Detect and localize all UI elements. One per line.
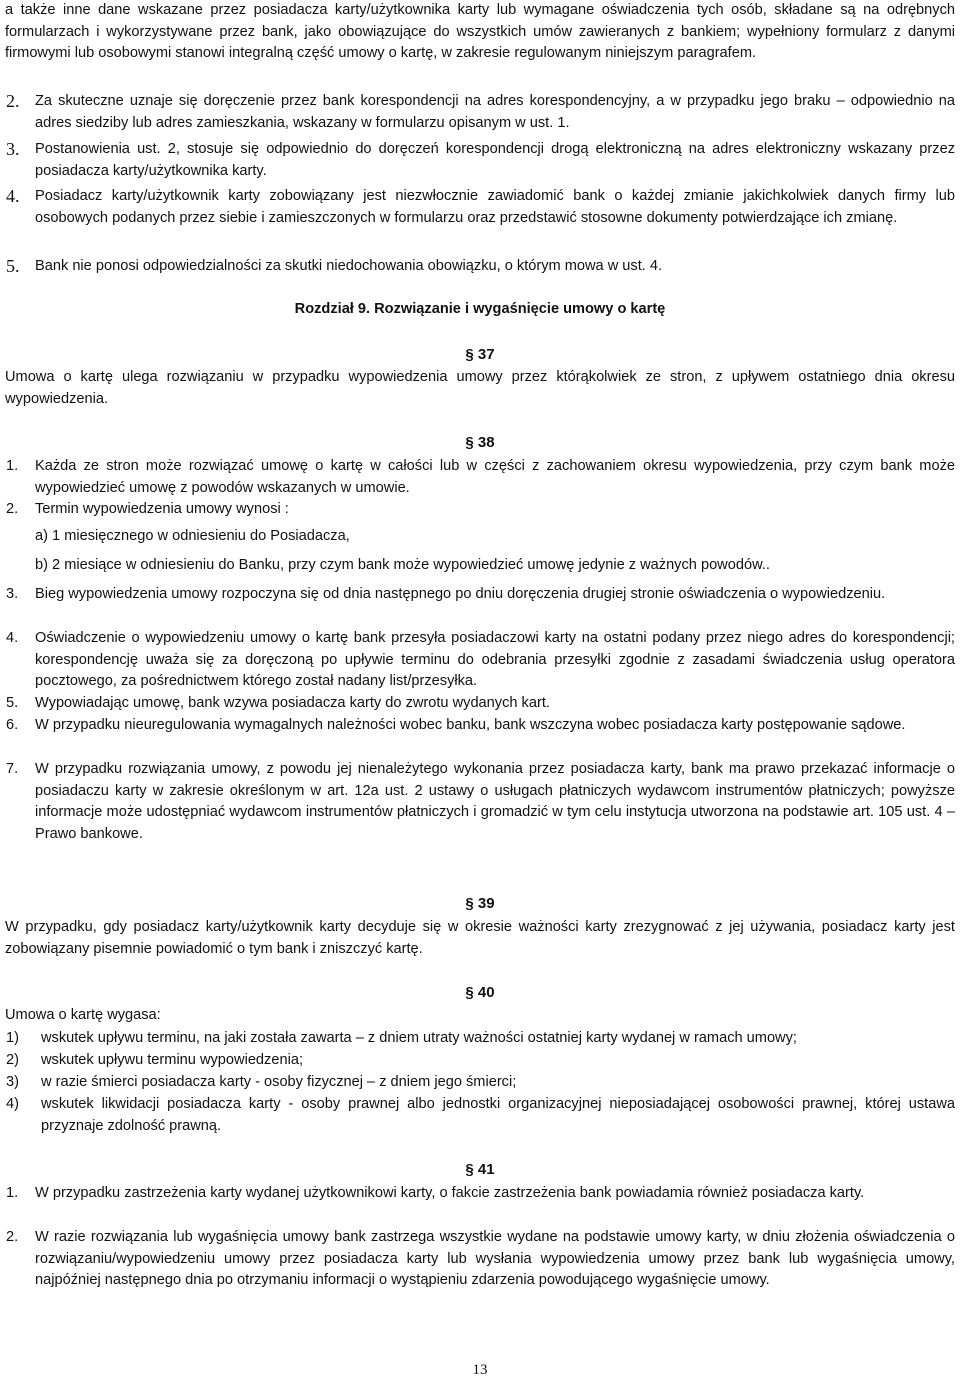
intro-paragraph: a także inne dane wskazane przez posiadacza karty/użytkownika karty lub wymagane oświadczenia tych osób, składane są na odrębnych formularzach i wykorzystywane przez bank, jako obowiązujące do wszystkich umów zawieranych z bankiem; wypełniony formularz z danymi firmowymi lub osobowymi stanowi integralną część umowy o kartę, w zakresie regulowanym niniejszym paragrafem. xyxy=(5,2,955,61)
item-text: W przypadku zastrzeżenia karty wydanej użytkownikowi karty, o fakcie zastrzeżenia bank powiadamia również posiadacza karty. xyxy=(35,1185,865,1201)
item-number: 1) xyxy=(6,1030,19,1046)
item-number: 4) xyxy=(6,1096,19,1112)
section-label: § 37 xyxy=(465,346,495,363)
section-paragraph: Umowa o kartę ulega rozwiązaniu w przypadku wypowiedzenia umowy przez którąkolwiek ze stron, z upływem ostatniego dnia okresu wypowiedzenia. xyxy=(5,369,955,407)
item-text: Każda ze stron może rozwiązać umowę o kartę w całości lub w części z zachowaniem okresu wypowiedzenia, przy czym bank może wypowiedzieć umowę z powodów wskazanych w umowie. xyxy=(35,458,955,496)
sub-item-b: b) 2 miesiące w odniesieniu do Banku, przy czym bank może wypowiedzieć umowę jedynie z ważnych powodów.. xyxy=(35,557,770,573)
item-text: wskutek upływu terminu, na jaki została zawarta – z dniem utraty ważności ostatniej karty wydanej w ramach umowy; xyxy=(41,1030,797,1046)
item-text: Termin wypowiedzenia umowy wynosi : xyxy=(35,501,289,517)
list-item xyxy=(0,256,955,278)
item-number: 1. xyxy=(6,1185,19,1201)
item-number: 2) xyxy=(6,1052,19,1068)
list-item xyxy=(0,715,955,737)
list-item xyxy=(0,1028,955,1050)
list-item xyxy=(0,186,955,229)
item-number: 1. xyxy=(6,458,19,474)
item-number: 2. xyxy=(6,501,19,517)
item-text: Posiadacz karty/użytkownik karty zobowiązany jest niezwłocznie zawiadomić bank o każdej zmianie jakichkolwiek danych firmy lub osobowych podanych przez siebie i zamieszczonych w formularzu oraz przedstawić stosowne dokumenty potwierdzające ich zmianę. xyxy=(35,188,955,226)
item-text: W przypadku nieuregulowania wymagalnych należności wobec banku, bank wszczyna wobec posiadacza karty postępowanie sądowe. xyxy=(35,717,906,733)
item-number: 7. xyxy=(6,761,19,777)
item-text: Za skuteczne uznaje się doręczenie przez bank korespondencji na adres korespondencyjny, a w przypadku jego braku – odpowiednio na adres siedziby lub adres zamieszkania, wskazany w formularzu opisanym w ust. 1. xyxy=(35,93,955,131)
item-text: Postanowienia ust. 2, stosuje się odpowiednio do doręczeń korespondencji drogą elektroniczną na adres elektroniczny wskazany przez posiadacza karty/użytkownika karty. xyxy=(35,141,955,179)
list-item xyxy=(0,1050,955,1072)
section-label: § 39 xyxy=(465,895,495,912)
item-text: wskutek upływu terminu wypowiedzenia; xyxy=(41,1052,303,1068)
item-text: Oświadczenie o wypowiedzeniu umowy o kartę bank przesyła posiadaczowi karty na ostatni podany przez niego adres do korespondencji; korespondencję uważa się za doręczoną po upływie terminu do odebrania przesyłki zgodnie z zasadami świadczenia usług operatora pocztowego, za pośrednictwem którego został nadany list/przesyłka. xyxy=(35,630,955,689)
item-number: 3) xyxy=(6,1074,19,1090)
item-text: W razie rozwiązania lub wygaśnięcia umowy bank zastrzega wszystkie wydane na podstawie umowy karty, w dniu złożenia oświadczenia o rozwiązaniu/wypowiedzeniu umowy przez posiadacza karty lub wysłania wypowiedzenia umowy przez bank lub wygaśnięcia umowy, najpóźniej następnego dnia po otrzymaniu informacji o wystąpieniu zdarzenia powodującego wygaśnięcie umowy. xyxy=(35,1229,955,1288)
list-item xyxy=(0,628,955,693)
list-item xyxy=(0,456,955,499)
section-label: § 41 xyxy=(465,1161,495,1178)
page-number: 13 xyxy=(472,1362,488,1378)
item-number: 5. xyxy=(6,256,20,276)
list-item xyxy=(0,1072,955,1094)
list-item xyxy=(0,499,955,521)
list-item xyxy=(0,139,955,182)
list-item xyxy=(0,584,955,606)
list-item xyxy=(0,1227,955,1292)
section-paragraph: W przypadku, gdy posiadacz karty/użytkownik karty decyduje się w okresie ważności karty zrezygnować z jej używania, posiadacz karty jest zobowiązany pisemnie powiadomić o tym bank i zniszczyć kartę. xyxy=(5,919,955,957)
item-text: wskutek likwidacji posiadacza karty - osoby prawnej albo jednostki organizacyjnej nieposiadającej osobowości prawnej, której ustawa przyznaje zdolność prawną. xyxy=(41,1096,955,1134)
item-text: w razie śmierci posiadacza karty - osoby fizycznej – z dniem jego śmierci; xyxy=(41,1074,517,1090)
item-text: Wypowiadając umowę, bank wzywa posiadacza karty do zwrotu wydanych kart. xyxy=(35,695,550,711)
item-number: 5. xyxy=(6,695,19,711)
item-text: Bieg wypowiedzenia umowy rozpoczyna się od dnia następnego po dniu doręczenia drugiej stronie oświadczenia o wypowiedzeniu. xyxy=(35,586,886,602)
list-item xyxy=(0,91,955,134)
item-number: 3. xyxy=(6,139,20,159)
sub-item-a: a) 1 miesięcznego w odniesieniu do Posiadacza, xyxy=(35,528,350,544)
section-intro: Umowa o kartę wygasa: xyxy=(5,1007,161,1023)
list-item xyxy=(0,1183,955,1205)
section-label: § 38 xyxy=(465,434,495,451)
section-label: § 40 xyxy=(465,984,495,1001)
item-number: 4. xyxy=(6,630,19,646)
list-item xyxy=(0,1094,955,1137)
item-text: W przypadku rozwiązania umowy, z powodu jej nienależytego wykonania przez posiadacza karty, bank ma prawo przekazać informacje o posiadaczu karty w zakresie określonym w art. 12a ust. 2 ustawy o usługach płatniczych wydawcom instrumentów płatniczych; powyższe informacje może udostępniać wydawcom instrumentów płatniczych i gromadzić w tym celu instytucja utworzona na podstawie art. 105 ust. 4 – Prawo bankowe. xyxy=(35,761,955,842)
item-number: 2. xyxy=(6,1229,19,1245)
chapter-heading: Rozdział 9. Rozwiązanie i wygaśnięcie umowy o kartę xyxy=(294,301,666,317)
item-number: 2. xyxy=(6,91,20,111)
item-number: 6. xyxy=(6,717,19,733)
list-item xyxy=(0,759,955,845)
item-number: 3. xyxy=(6,586,19,602)
item-number: 4. xyxy=(6,186,20,206)
list-item xyxy=(0,693,955,715)
item-text: Bank nie ponosi odpowiedzialności za skutki niedochowania obowiązku, o którym mowa w ust. 4. xyxy=(35,258,663,274)
